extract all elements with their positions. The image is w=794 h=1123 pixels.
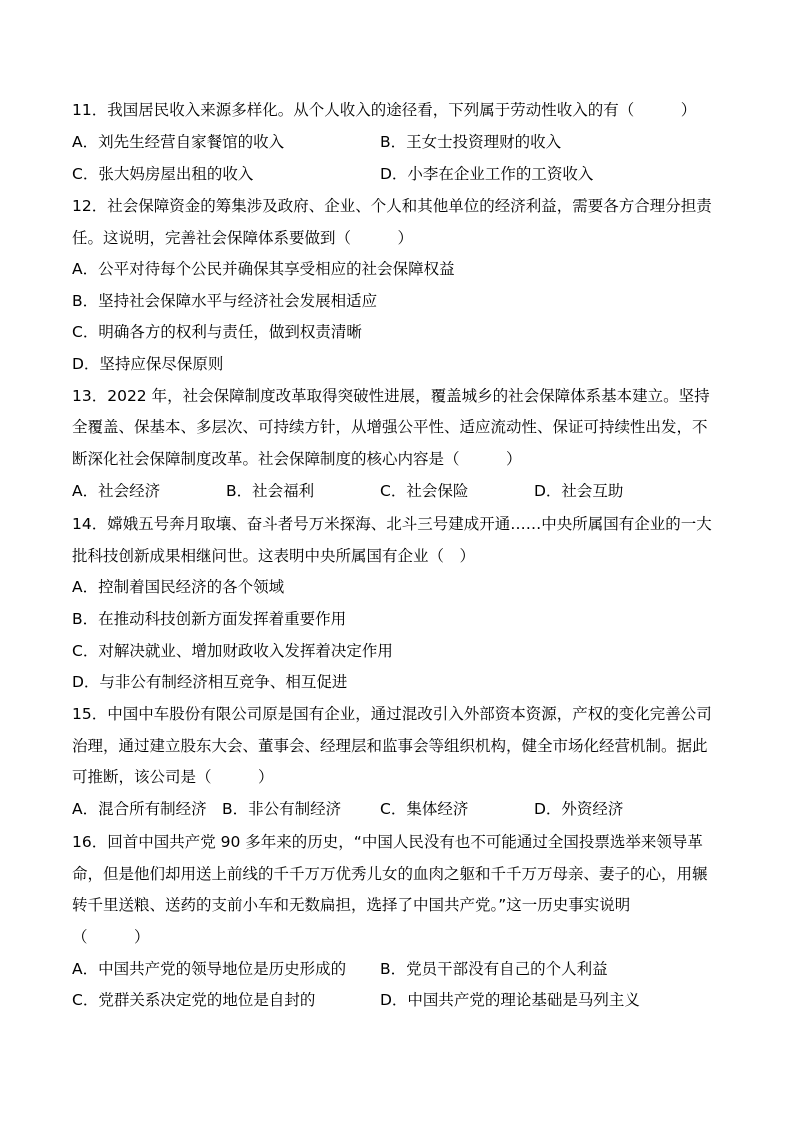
q13-option-b: B．社会福利: [226, 482, 315, 500]
q14-stem-line-2: 批科技创新成果相继问世。这表明中央所属国有企业（ ）: [72, 547, 476, 565]
q14-option-a: A．控制着国民经济的各个领域: [72, 578, 285, 596]
q14-option-b: B．在推动科技创新方面发挥着重要作用: [72, 610, 347, 628]
q15-option-a: A．混合所有制经济: [72, 800, 207, 818]
q11-option-d: D．小李在企业工作的工资收入: [380, 165, 594, 183]
q12-stem-line-1: 12．社会保障资金的筹集涉及政府、企业、个人和其他单位的经济利益，需要各方合理分担责: [72, 197, 712, 215]
q16-option-b: B．党员干部没有自己的个人利益: [380, 960, 608, 978]
q13-stem-line-2: 全覆盖、保基本、多层次、可持续方针，从增强公平性、适应流动性、保证可持续性出发，不: [72, 418, 708, 436]
q15-stem-line-1: 15．中国中车股份有限公司原是国有企业，通过混改引入外部资本资源，产权的变化完善公司: [72, 705, 712, 723]
q15-stem-line-2: 治理，通过建立股东大会、董事会、经理层和监事会等组织机构，健全市场化经营机制。据此: [72, 737, 708, 755]
q12-option-a: A．公平对待每个公民并确保其享受相应的社会保障权益: [72, 260, 455, 278]
q11-option-c: C．张大妈房屋出租的收入: [72, 165, 254, 183]
q16-stem-line-4: （ ）: [72, 928, 150, 946]
q13-stem-line-1: 13．2022 年，社会保障制度改革取得突破性进展，覆盖城乡的社会保障体系基本建立。坚持: [72, 387, 710, 405]
q14-option-d: D．与非公有制经济相互竞争、相互促进: [72, 673, 348, 691]
q14-option-c: C．对解决就业、增加财政收入发挥着决定作用: [72, 642, 393, 660]
q16-stem-line-1: 16．回首中国共产党 90 多年来的历史，“中国人民没有也不可能通过全国投票选举来领导革: [72, 833, 703, 851]
q15-option-b: B．非公有制经济: [222, 800, 342, 818]
q12-option-c: C．明确各方的权利与责任，做到权责清晰: [72, 323, 362, 341]
q11-stem: 11．我国居民收入来源多样化。从个人收入的途径看，下列属于劳动性收入的有（ ）: [72, 101, 697, 119]
q15-option-d: D．外资经济: [534, 800, 624, 818]
q12-stem-line-2: 任。这说明，完善社会保障体系要做到（ ）: [72, 229, 414, 247]
q12-option-b: B．坚持社会保障水平与经济社会发展相适应: [72, 292, 378, 310]
q13-option-c: C．社会保险: [380, 482, 469, 500]
q13-option-a: A．社会经济: [72, 482, 161, 500]
q16-option-c: C．党群关系决定党的地位是自封的: [72, 991, 316, 1009]
q16-option-a: A．中国共产党的领导地位是历史形成的: [72, 960, 347, 978]
q11-option-b: B．王女士投资理财的收入: [380, 133, 562, 151]
q12-option-d: D．坚持应保尽保原则: [72, 355, 224, 373]
q15-option-c: C．集体经济: [380, 800, 469, 818]
q13-option-d: D．社会互助: [534, 482, 624, 500]
q16-stem-line-3: 转千里送粮、送药的支前小车和无数扁担，选择了中国共产党。”这一历史事实说明: [72, 896, 631, 914]
q16-stem-line-2: 命，但是他们却用送上前线的千千万万优秀儿女的血肉之躯和千千万万母亲、妻子的心，用辗: [72, 865, 708, 883]
q16-option-d: D．中国共产党的理论基础是马列主义: [380, 991, 640, 1009]
q15-stem-line-3: 可推断，该公司是（ ）: [72, 768, 274, 786]
q14-stem-line-1: 14．嫦娥五号奔月取壤、奋斗者号万米探海、北斗三号建成开通……中央所属国有企业的一大: [72, 515, 712, 533]
q13-stem-line-3: 断深化社会保障制度改革。社会保障制度的核心内容是（ ）: [72, 450, 522, 468]
q11-option-a: A．刘先生经营自家餐馆的收入: [72, 133, 285, 151]
